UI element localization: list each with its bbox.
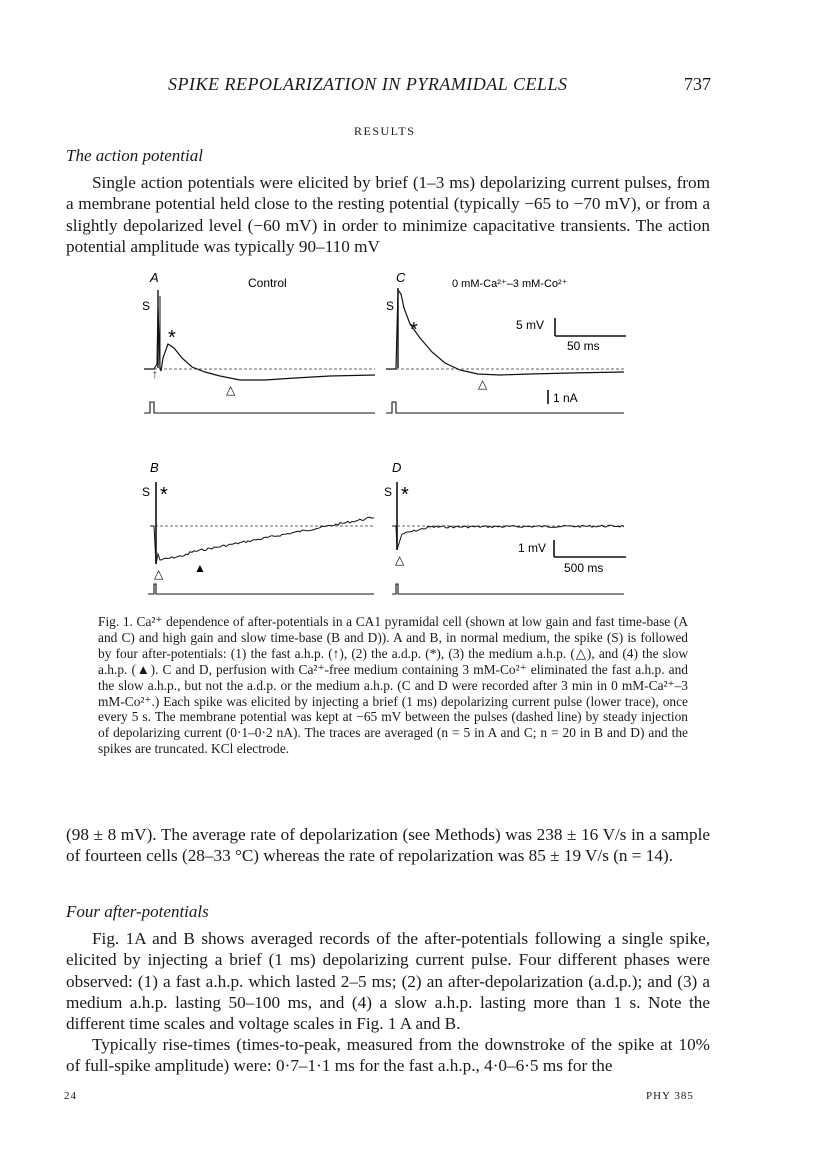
panel-d-trace [392, 525, 624, 550]
page-number: 737 [684, 74, 711, 94]
running-title: SPIKE REPOLARIZATION IN PYRAMIDAL CELLS [168, 74, 568, 94]
figure-caption [98, 614, 688, 757]
panel-c-trace [386, 290, 624, 375]
panel-c-title: 0 mM-Ca²⁺–3 mM-Co²⁺ [452, 278, 568, 290]
paragraph-text: Typically rise-times (times-to-peak, measured from the downstroke of the spike at 10% of full-spike amplitude) were: 0·7–1·1 ms for the fast a.h.p., 4·0–6·5 ms for the [66, 1035, 710, 1076]
panel-d-adp-star: * [401, 484, 409, 506]
panel-a-medium-ahp-triangle: △ [226, 383, 236, 397]
paragraph-action-potential [66, 172, 710, 257]
panel-b-trace [150, 517, 374, 564]
panel-a-spike-label: S [142, 299, 151, 313]
scalebar-current-label: 1 nA [553, 391, 578, 405]
panel-d-current-trace [392, 584, 624, 594]
figure-1 [130, 268, 650, 606]
footer-journal-code: PHY 385 [646, 1090, 694, 1102]
scalebar-fast-voltage-label: 5 mV [516, 318, 545, 332]
panel-b-label: B [150, 460, 159, 475]
panel-a-adp-star: * [168, 327, 176, 349]
footer-signature: 24 [64, 1090, 77, 1102]
section-title: RESULTS [354, 124, 416, 138]
panel-b-slow-ahp-triangle: ▲ [194, 561, 206, 575]
subsection-heading-after-potentials: Four after-potentials [66, 902, 209, 921]
panel-c-medium-ahp-triangle: △ [478, 377, 488, 391]
paragraph-after-potentials [66, 928, 710, 1034]
scalebar-fast-time-label: 50 ms [567, 339, 600, 353]
subsection-heading-action-potential: The action potential [66, 146, 203, 165]
scalebar-slow-time-label: 500 ms [564, 561, 604, 575]
panel-c-current-trace [386, 402, 624, 413]
panel-c-spike-label: S [386, 299, 395, 313]
panel-d-medium-ahp-triangle: △ [395, 553, 405, 567]
panel-b-spike-label: S [142, 485, 151, 499]
panel-b-current-trace [148, 584, 374, 594]
panel-b-medium-ahp-triangle: △ [154, 567, 164, 581]
scalebar-slow-voltage-label: 1 mV [518, 541, 547, 555]
panel-c-label: C [396, 270, 406, 285]
caption-text: Fig. 1. Ca²⁺ dependence of after-potentials in a CA1 pyramidal cell (shown at low gain and fast time-base (A and C) and high gain and slow time-base (B and D)). A and B, in normal medium, the spike (S) is followed by four after-potentials: (1) the fast a.h.p. (↑), (2) the a.d.p. (*), (3) the medium a.h.p. (△), and (4) the slow a.h.p. (▲). C and D, perfusion with Ca²⁺-free medium containing 3 mM-Co²⁺ eliminated the fast a.h.p. and the slow a.h.p., but not the a.d.p. or the medium a.h.p. (C and D were recorded after 3 min in 0 mM-Ca²⁺–3 mM-Co²⁺.) Each spike was elicited by injecting a brief (1 ms) depolarizing current pulse (lower trace), once every 5 s. The membrane potential was kept at −65 mV between the pulses (dashed line) by steady injection of depolarizing current (0·1–0·2 nA). The traces are averaged (n = 5 in A and C; n = 20 in B and D) and the spikes are truncated. KCl electrode. [98, 614, 688, 757]
panel-d-spike-label: S [384, 485, 393, 499]
panel-a-label: A [150, 270, 159, 285]
paragraph-text: (98 ± 8 mV). The average rate of depolarization (see Methods) was 238 ± 16 V/s in a sample of fourteen cells (28–33 °C) whereas the rate of repolarization was 85 ± 19 V/s (n = 14). [66, 825, 710, 866]
paragraph-continuation [66, 824, 710, 867]
panel-a-current-trace [144, 402, 375, 413]
panel-a-fast-ahp-arrow: ↑ [152, 367, 158, 381]
panel-c-adp-star: * [410, 319, 418, 341]
paragraph-text: Single action potentials were elicited by brief (1–3 ms) depolarizing current pulses, from a membrane potential held close to the resting potential (typically −65 to −70 mV), or from a slightly depolarized level (−60 mV) in order to minimize capacitative transients. The action potential amplitude was typically 90–110 mV [66, 173, 710, 256]
panel-a-title: Control [248, 276, 287, 290]
paragraph-text: Fig. 1A and B shows averaged records of the after-potentials following a single spike, elicited by injecting a brief (1 ms) depolarizing current pulse. Four different phases were observed: (1) a fast a.h.p. which lasted 2–5 ms; (2) an after-depolarization (a.d.p.); and (3) a medium a.h.p. lasting 50–100 ms, and (4) a slow a.h.p. lasting more than 1 s. Note the different time scales and voltage scales in Fig. 1 A and B. [66, 929, 710, 1034]
panel-b-adp-star: * [160, 484, 168, 506]
paragraph-rise-times [66, 1034, 710, 1077]
panel-d-label: D [392, 460, 402, 475]
